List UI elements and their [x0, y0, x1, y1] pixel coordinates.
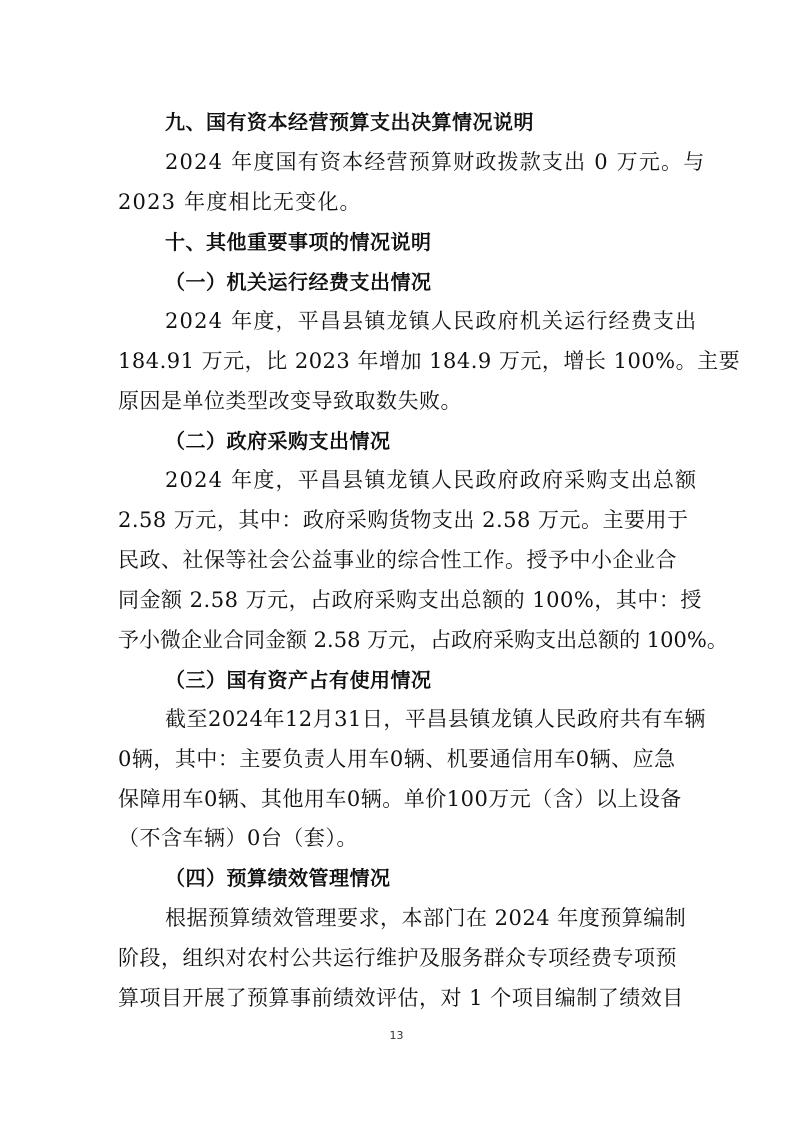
- subsection-1-heading: （一）机关运行经费支出情况: [165, 270, 432, 294]
- body-text-line: 民政、社保等社会公益事业的综合性工作。授予中小企业合: [118, 548, 677, 572]
- body-text-line: 2024 年度，平昌县镇龙镇人民政府机关运行经费支出: [165, 309, 698, 333]
- page-number: 13: [389, 1029, 404, 1042]
- body-text-line: 2024 年度，平昌县镇龙镇人民政府政府采购支出总额: [165, 468, 698, 492]
- body-text-line: 阶段，组织对农村公共运行维护及服务群众专项经费专项预: [118, 946, 677, 970]
- body-text-line: 同金额 2.58 万元，占政府采购支出总额的 100%，其中：授: [118, 588, 702, 612]
- section-10-heading: 十、其他重要事项的情况说明: [165, 230, 432, 254]
- subsection-3-heading: （三）国有资产占有使用情况: [165, 668, 432, 692]
- section-9-heading: 九、国有资本经营预算支出决算情况说明: [165, 110, 534, 134]
- subsection-2-heading: （二）政府采购支出情况: [165, 429, 391, 453]
- body-text-line: 算项目开展了预算事前绩效评估，对 1 个项目编制了绩效目: [118, 986, 684, 1010]
- body-text-line: （不含车辆）0台（套）。: [118, 826, 358, 850]
- body-text-line: 保障用车0辆、其他用车0辆。单价100万元（含）以上设备: [118, 787, 682, 811]
- body-text-line: 原因是单位类型改变导致取数失败。: [118, 389, 462, 413]
- body-text-line: 0辆，其中：主要负责人用车0辆、机要通信用车0辆、应急: [118, 747, 676, 771]
- subsection-4-heading: （四）预算绩效管理情况: [165, 866, 391, 890]
- body-text-line: 2023 年度相比无变化。: [118, 190, 362, 214]
- body-text-line: 截至2024年12月31日，平昌县镇龙镇人民政府共有车辆: [165, 707, 706, 731]
- body-text-line: 根据预算绩效管理要求，本部门在 2024 年度预算编制: [165, 906, 687, 930]
- body-text-line: 予小微企业合同金额 2.58 万元，占政府采购支出总额的 100%。: [118, 628, 728, 652]
- body-text-line: 2024 年度国有资本经营预算财政拨款支出 0 万元。与: [165, 150, 706, 174]
- body-text-line: 2.58 万元，其中：政府采购货物支出 2.58 万元。主要用于: [118, 508, 689, 532]
- body-text-line: 184.91 万元，比 2023 年增加 184.9 万元，增长 100%。主要: [118, 349, 741, 373]
